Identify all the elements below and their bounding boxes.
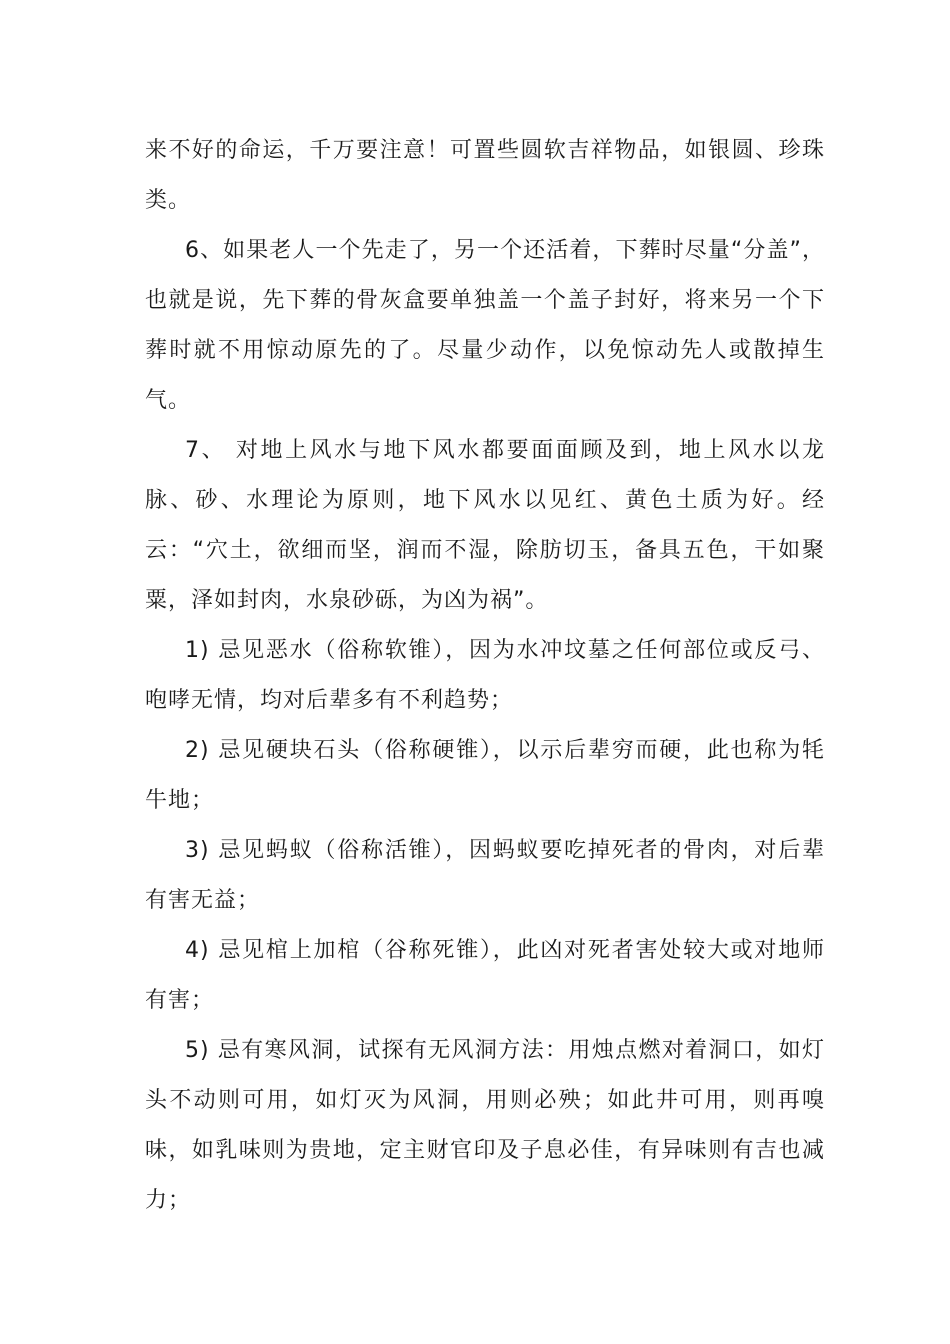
paragraph-subitem-4: 4) 忌见棺上加棺（谷称死锥），此凶对死者害处较大或对地师有害； — [145, 938, 825, 1013]
paragraph-subitem-5: 5) 忌有寒风洞，试探有无风洞方法：用烛点燃对着洞口，如灯头不动则可用，如灯灭为风洞，用则必殃；如此井可用，则再嗅味，如乳味则为贵地，定主财官印及子息必佳，有异味则有吉也减力； — [145, 1038, 825, 1213]
paragraph-subitem-2: 2) 忌见硬块石头（俗称硬锥），以示后辈穷而硬，此也称为牦牛地； — [145, 738, 825, 813]
paragraph-item-6: 6、如果老人一个先走了，另一个还活着，下葬时尽量“分盖”，也就是说，先下葬的骨灰盒要单独盖一个盖子封好，将来另一个下葬时就不用惊动原先的了。尽量少动作，以免惊动先人或散掉生气。 — [145, 238, 825, 413]
paragraph-continuation: 来不好的命运，千万要注意！可置些圆软吉祥物品，如银圆、珍珠类。 — [145, 138, 825, 213]
paragraph-subitem-3: 3) 忌见蚂蚁（俗称活锥），因蚂蚁要吃掉死者的骨肉，对后辈有害无益； — [145, 838, 825, 913]
document-body — [145, 126, 825, 1226]
paragraph-subitem-1: 1) 忌见恶水（俗称软锥），因为水冲坟墓之任何部位或反弓、咆哮无情，均对后辈多有不利趋势； — [145, 638, 825, 713]
paragraph-item-7: 7、 对地上风水与地下风水都要面面顾及到，地上风水以龙脉、砂、水理论为原则，地下风水以见红、黄色土质为好。经云：“穴土，欲细而坚，润而不湿，除肪切玉，备具五色，干如聚粟，泽如封肉，水泉砂砾，为凶为祸”。 — [145, 438, 825, 613]
